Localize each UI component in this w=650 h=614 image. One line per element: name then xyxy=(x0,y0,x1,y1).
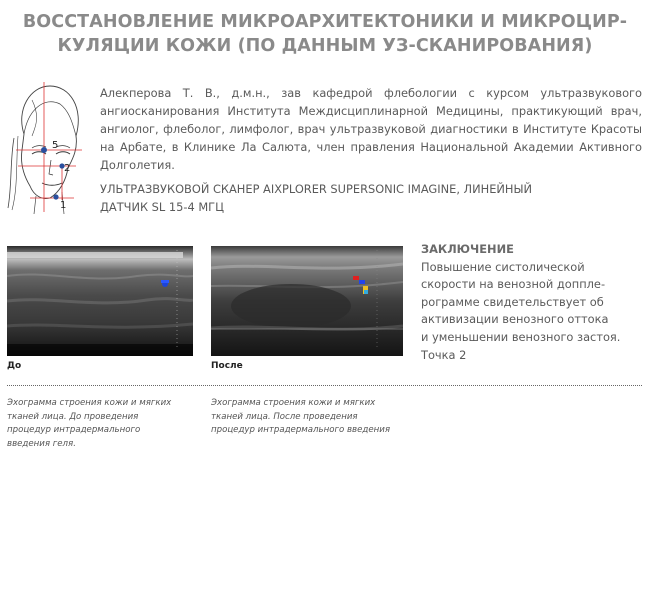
ultrasound-image-before xyxy=(7,246,193,356)
point-5-label: 5 xyxy=(52,140,59,151)
page-title: ВОССТАНОВЛЕНИЕ МИКРОАРХИТЕКТОНИКИ И МИКРОЦИР-КУЛЯЦИИ КОЖИ (ПО ДАННЫМ УЗ-СКАНИРОВАНИЯ) xyxy=(22,12,628,56)
author-info: Алекперова Т. В., д.м.н., зав кафедрой флебологии с курсом ультразвукового ангиосканирования Института Междисциплинарной Медицины, практикующий врач, ангиолог, флеболог, лимфолог, врач ультразвуковой диагностики в Институте Красоты на Арбате, в Клинике Ла Салюта, член правления Национальной Академии Активного Долголетия. xyxy=(100,86,642,172)
image-label-before: До xyxy=(7,361,22,371)
image-label-after: После xyxy=(211,361,243,371)
dotted-divider xyxy=(7,385,642,386)
conclusion-block xyxy=(421,241,641,364)
caption-before: Эхограмма строения кожи и мягких тканей лица. До проведения процедур интрадермального введения геля. xyxy=(7,398,172,449)
face-outline-illustration xyxy=(6,80,90,214)
scanner-info: УЛЬТРАЗВУКОВОЙ СКАНЕР AIXPLORER SUPERSONIC IMAGINE, ЛИНЕЙНЫЙ ДАТЧИК SL 15-4 МГЦ xyxy=(100,182,533,214)
point-1-label: 1 xyxy=(60,200,67,211)
face-diagram xyxy=(6,80,90,214)
caption-after: Эхограмма строения кожи и мягких тканей лица. После проведения процедур интрадермального введения xyxy=(211,398,391,436)
conclusion-heading: ЗАКЛЮЧЕНИЕ xyxy=(421,242,514,256)
ultrasound-image-after xyxy=(211,246,403,356)
point-2-label: 2 xyxy=(64,163,71,174)
conclusion-text: Повышение систолической скорости на венозной доппле- рограмме свидетельствует об активизации венозного оттока и уменьшении венозного застоя. Точка 2 xyxy=(421,259,621,362)
